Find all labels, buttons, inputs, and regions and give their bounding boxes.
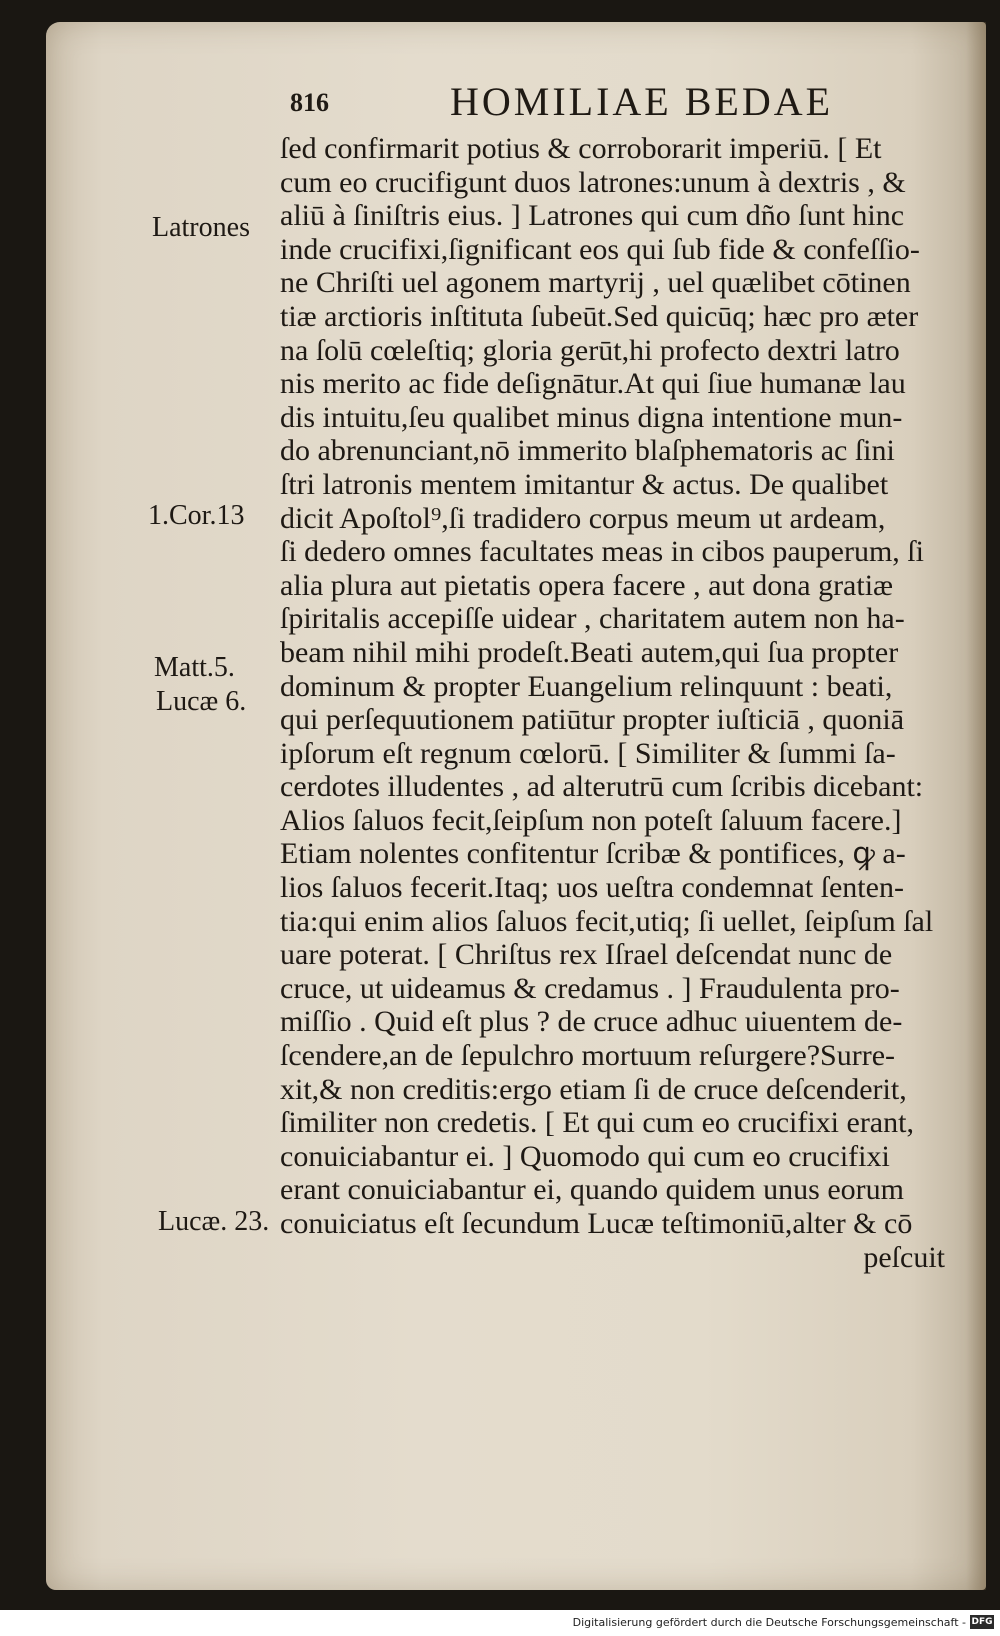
- text-line: beam nihil mihi prodeſt.Beati autem,qui ſua propter: [280, 635, 899, 669]
- margin-note-luke-6: Lucæ 6.: [156, 686, 247, 717]
- text-line: alia plura aut pietatis opera facere , aut dona gratiæ: [280, 568, 894, 602]
- text-line: lios ſaluos fecerit.Itaq; uos ueſtra condemnat ſenten-: [280, 871, 904, 905]
- margin-note-latrones: Latrones: [152, 212, 250, 243]
- text-line: ſcendere,an de ſepulchro mortuum reſurgere?Surre-: [280, 1039, 895, 1073]
- text-line: inde crucifixi,ſignificant eos qui ſub fide & confeſſio-: [280, 232, 920, 266]
- text-line: dicit Apoſtol⁹,ſi tradidero corpus meum ut ardeam,: [280, 501, 886, 535]
- text-line: conuiciatus eſt ſecundum Lucæ teſtimoniū,alter & cō: [280, 1207, 913, 1240]
- text-line: uare poterat. [ Chriſtus rex Iſrael deſcendat nunc de: [280, 938, 893, 972]
- text-line: qui perſequutionem patiūtur propter iuſticiā , quoniā: [280, 703, 905, 737]
- text-line: cum eo crucifigunt duos latrones:unum à dextris , &: [280, 165, 906, 199]
- page-edge-shadow: [966, 22, 986, 1590]
- running-head: HOMILIAE BEDAE: [450, 79, 834, 124]
- page-number: 816: [290, 88, 329, 117]
- margin-note-matthew: Matt.5.: [154, 652, 235, 683]
- text-line: na ſolū cœleſtiq; gloria gerūt,hi profecto dextri latro: [280, 333, 900, 367]
- text-line: xit,& non creditis:ergo etiam ſi de cruce deſcenderit,: [280, 1072, 907, 1106]
- catchword: peſcuit: [863, 1240, 945, 1274]
- main-text: [280, 132, 945, 1274]
- text-line: aliū à ſiniſtris eius. ] Latrones qui cum dño ſunt hinc: [280, 199, 905, 233]
- text-line: cruce, ut uideamus & credamus . ] Fraudulenta pro-: [280, 971, 900, 1005]
- text-line: do abrenunciant,nō immerito blaſphematoris ac ſini: [280, 434, 895, 468]
- text-line: cerdotes illudentes , ad alterutrū cum ſcribis dicebant:: [280, 770, 924, 804]
- dfg-logo: DFG: [971, 1617, 993, 1627]
- text-line: ſpiritalis accepiſſe uidear , charitatem autem non ha-: [280, 602, 905, 636]
- footer-band: [0, 1610, 1000, 1636]
- text-line: dominum & propter Euangelium relinquunt : beati,: [280, 669, 893, 703]
- text-line: nis merito ac fide deſignātur.At qui ſiue humanæ lau: [280, 367, 906, 401]
- text-line: Etiam nolentes confitentur ſcribæ & pontifices, ꝙ a-: [280, 837, 906, 871]
- text-line: ne Chriſti uel agonem martyrij , uel quælibet cōtinen: [280, 266, 911, 300]
- text-line: ſtri latronis mentem imitantur & actus. De qualibet: [280, 467, 889, 501]
- text-line: ipſorum eſt regnum cœlorū. [ Similiter & ſummi ſa-: [280, 736, 896, 770]
- text-line: ſimiliter non credetis. [ Et qui cum eo crucifixi erant,: [280, 1106, 914, 1140]
- text-line: tiæ arctioris inſtituta ſubeūt.Sed quicūq; hæc pro æter: [280, 299, 919, 333]
- text-line: miſſio . Quid eſt plus ? de cruce adhuc uiuentem de-: [280, 1005, 903, 1039]
- margin-note-corinthians: 1.Cor.13: [148, 500, 245, 531]
- text-line: dis intuitu,ſeu qualibet minus digna intentione mun-: [280, 400, 903, 434]
- margin-note-luke-23: Lucæ. 23.: [158, 1206, 270, 1237]
- text-line: ſi dedero omnes facultates meas in cibos pauperum, ſi: [280, 535, 924, 569]
- page-header: [280, 78, 840, 122]
- text-line: ſed confirmarit potius & corroborarit imperiū. [ Et: [280, 132, 882, 165]
- text-line: erant conuiciabantur ei, quando quidem unus eorum: [280, 1173, 904, 1207]
- funding-credit: Digitalisierung gefördert durch die Deutsche Forschungsgemeinschaft -: [572, 1616, 966, 1629]
- text-line: Alios ſaluos fecit,ſeipſum non poteſt ſaluum facere.]: [280, 803, 902, 837]
- text-line: conuiciabantur ei. ] Quomodo qui cum eo crucifixi: [280, 1139, 890, 1173]
- text-line: tia:qui enim alios ſaluos fecit,utiq; ſi uellet, ſeipſum ſal: [280, 904, 934, 938]
